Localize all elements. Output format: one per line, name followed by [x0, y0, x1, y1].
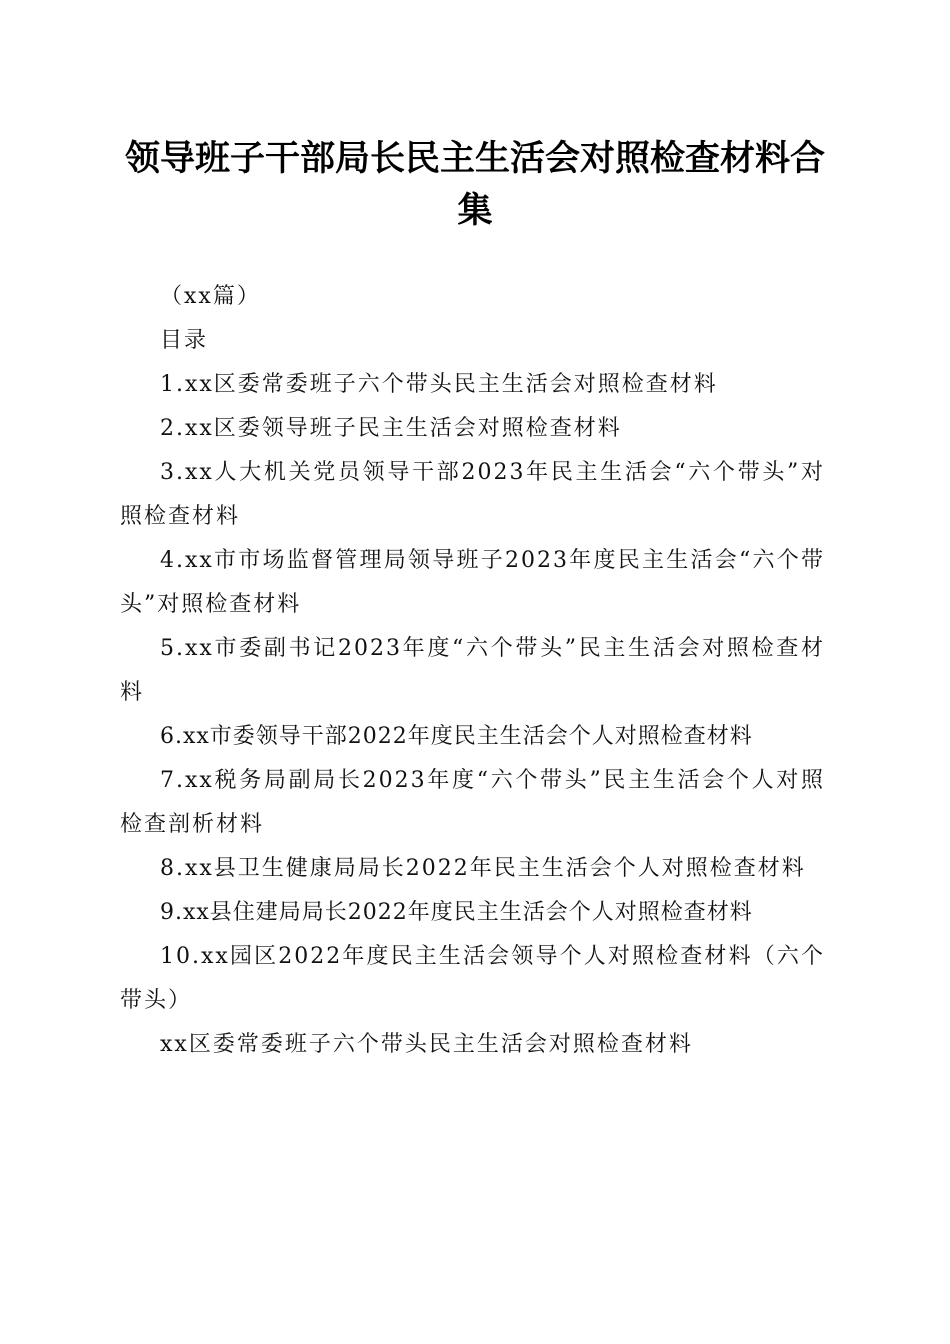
- toc-item: 5.xx市委副书记2023年度“六个带头”民主生活会对照检查材料: [120, 636, 825, 705]
- toc-item: 8.xx县卫生健康局局长2022年民主生活会个人对照检查材料: [160, 856, 806, 881]
- document-body: [120, 275, 825, 1067]
- toc-heading: 目录: [160, 328, 209, 353]
- subtitle: （xx篇）: [160, 284, 261, 309]
- toc-item: 9.xx县住建局局长2022年度民主生活会个人对照检查材料: [160, 900, 753, 925]
- toc-item: 3.xx人大机关党员领导干部2023年民主生活会“六个带头”对照检查材料: [120, 460, 825, 529]
- toc-item: 7.xx税务局副局长2023年度“六个带头”民主生活会个人对照检查剖析材料: [120, 768, 825, 837]
- toc-item: 1.xx区委常委班子六个带头民主生活会对照检查材料: [160, 372, 718, 397]
- toc-item: 2.xx区委领导班子民主生活会对照检查材料: [160, 416, 622, 441]
- toc-item: 10.xx园区2022年度民主生活会领导个人对照检查材料（六个带头）: [120, 944, 825, 1013]
- toc-item: 4.xx市市场监督管理局领导班子2023年度民主生活会“六个带头”对照检查材料: [120, 548, 825, 617]
- toc-item: 6.xx市委领导干部2022年度民主生活会个人对照检查材料: [160, 724, 753, 749]
- document-title: 领导班子干部局长民主生活会对照检查材料合集: [124, 138, 825, 231]
- section-heading: xx区委常委班子六个带头民主生活会对照检查材料: [160, 1032, 693, 1057]
- table-of-contents: [120, 363, 825, 1023]
